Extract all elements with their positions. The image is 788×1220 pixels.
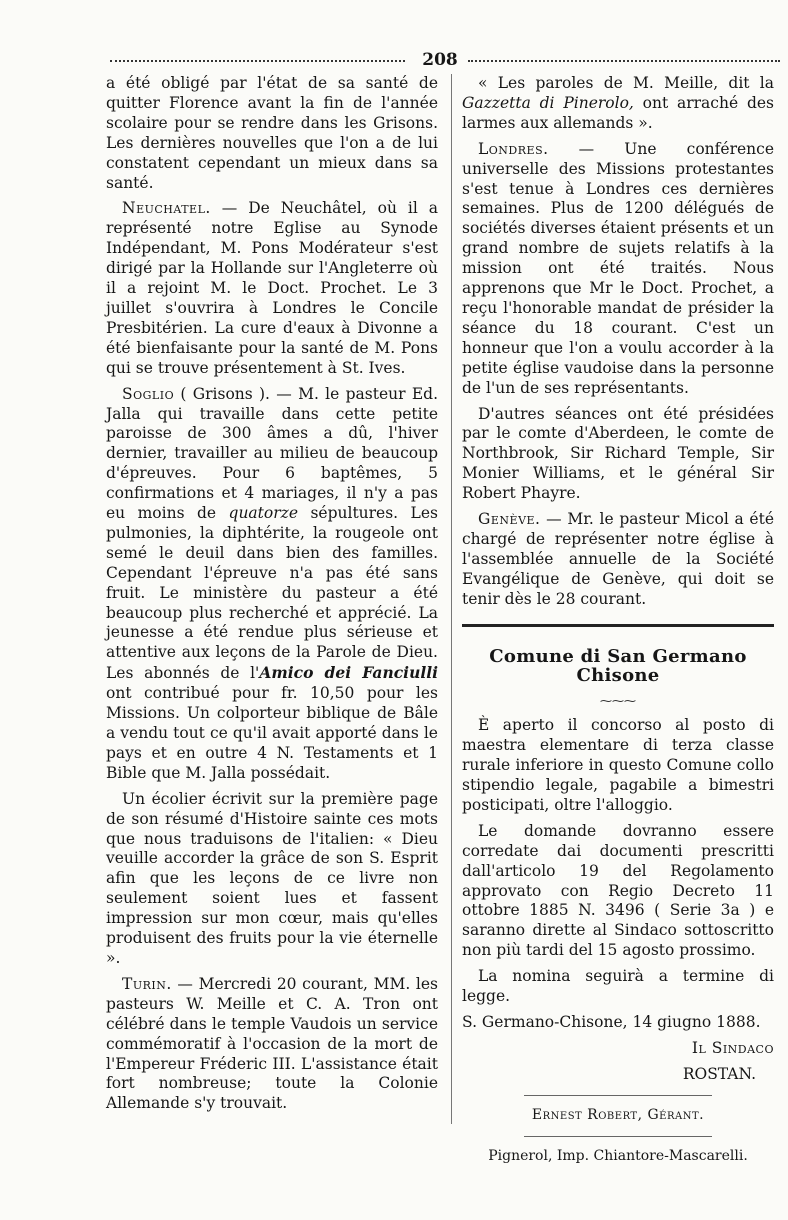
article-ecolier: Un écolier écrivit sur la première page de son résumé d'Histoire sainte ces mots que nous traduisons de l'italien: « Dieu veuille accorder la grâce de son S. Esprit afin que les leçons de ce livre non seulement soient lues et fassent impression sur mon cœur, mais qu'elles produisent des fruits pour la vie éternelle ». bbox=[106, 789, 438, 967]
article-geneve bbox=[462, 510, 774, 610]
article-neuchatel bbox=[106, 199, 438, 378]
gazzetta-title: Gazzetta di Pinerolo, bbox=[462, 93, 634, 112]
notice-title: Comune di San Germano Chisone bbox=[489, 645, 747, 687]
soglio-emphasis: quatorze bbox=[228, 504, 298, 523]
notice-signature: ROSTAN. bbox=[682, 1064, 756, 1083]
geneve-heading: Genève. bbox=[478, 510, 541, 529]
footer-rule-2 bbox=[524, 1136, 711, 1137]
neuchatel-text: — De Neuchâtel, où il a représenté notre Eglise au Synode Indépendant, M. Pons Modérateur s'est dirigé par la Hollande sur l'Angleterre où il a rejoint M. le Doct. Prochet. Le 3 juillet s'ouvrira à Londres le Concile Presbitérien. La cure d'eaux à Divonne a été bienfaisante pour la santé de M. Pons qui se trouve présentement à St. Ives. bbox=[106, 199, 438, 377]
header-rule-right bbox=[468, 60, 780, 62]
soglio-text: ( Grisons ). — M. le pasteur Ed. Jalla qui travaille dans cette petite paroisse de 300 âmes a dû, l'hiver dernier, travailler au milieu de beaucoup d'épreuves. Pour 6 baptêmes, 5 confirmations et 4 mariages, il n'y a pas eu moins de bbox=[106, 384, 438, 523]
londres-heading: Londres. bbox=[478, 139, 549, 158]
column-divider bbox=[451, 74, 452, 1124]
notice-sindaco-title: Il Sindaco bbox=[691, 1038, 774, 1057]
soglio-text-3: ont contribué pour fr. 10,50 pour les Missions. Un colporteur biblique de Bâle a vendu tout ce qu'il avait apporté dans le pays et en outre 4 N. Testaments et 1 Bible que M. Jalla possédait. bbox=[106, 684, 438, 782]
article-turin bbox=[106, 975, 438, 1114]
soglio-text-2: sépultures. Les pulmonies, la diphtérite, la rougeole ont semé le deuil dans bien des familles. Cependant l'épreuve n'a pas été sans fruit. Le ministère du pasteur a été beaucoup plus recherché et apprécié. La jeunesse a été rendue plus sérieuse et attentive aux leçons de la Parole de Dieu. Les abonnés de l' bbox=[106, 504, 438, 683]
notice-place-date: S. Germano-Chisone, 14 giugno 1888. bbox=[462, 1012, 761, 1031]
article-autres-seances: D'autres séances ont été présidées par le comte d'Aberdeen, le comte de Northbrook, Sir Richard Temple, Sir Monier Williams, et le général Sir Robert Phayre. bbox=[462, 404, 774, 503]
article-londres bbox=[462, 140, 774, 399]
meille-quote-b: ont arraché des larmes aux allemands ». bbox=[462, 93, 774, 132]
turin-text: — Mercredi 20 courant, MM. les pasteurs W. Meille et C. A. Tron ont célébré dans le temple Vaudois un service commémoratif à l'occasion de la mort de l'Empereur Fréderic III. L'assistance était fort nombreuse; toute la Colonie Allemande s'y trouvait. bbox=[106, 974, 438, 1113]
turin-heading: Turin. bbox=[122, 974, 172, 993]
article-grisons-continuation: a été obligé par l'état de sa santé de quitter Florence avant la fin de l'année scolaire pour se rendre dans les Grisons. Les dernières nouvelles que l'on a de lui constatent cependant un mieux dans sa santé. bbox=[106, 74, 438, 192]
notice-paragraph-2: Le domande dovranno essere corredate dai documenti prescritti dall'articolo 19 del Regolamento approvato con Regio Decreto 11 ottobre 1885 N. 3496 ( Serie 3a ) e saranno dirette al Sindaco sottoscritto non più tardi del 15 agosto prossimo. bbox=[462, 821, 774, 960]
article-meille-quote bbox=[462, 74, 774, 134]
londres-text: — Une conférence universelle des Missions protestantes s'est tenue à Londres ces dernières semaines. Plus de 1200 délégués de sociétés diverses étaient présents et un grand nombre de sujets relatifs à la mission ont été traités. Nous apprenons que Mr le Doct. Prochet, a reçu l'honorable mandat de présider la séance du 18 courant. C'est un honneur que l'on a voulu accorder à la petite église vaudoise dans la personne de l'un de ses représentants. bbox=[462, 139, 774, 397]
header-rule-left bbox=[110, 60, 405, 62]
gerant-line: Ernest Robert, Gérant. bbox=[531, 1106, 705, 1123]
meille-quote-a: « Les paroles de M. Meille, dit la bbox=[478, 74, 774, 92]
ornament-icon: ⁓⁓⁓ bbox=[600, 694, 636, 709]
footer-rule bbox=[524, 1095, 711, 1096]
notice-paragraph-3: La nomina seguirà a termine di legge. bbox=[462, 967, 774, 1006]
left-column bbox=[106, 74, 438, 1120]
right-column bbox=[462, 74, 774, 1173]
printer-imprint: Pignerol, Imp. Chiantore-Mascarelli. bbox=[488, 1147, 748, 1164]
amico-dei-fanciulli-title: Amico dei Fanciulli bbox=[259, 663, 439, 683]
article-soglio bbox=[106, 385, 438, 784]
notice-paragraph-1: È aperto il concorso al posto di maestra elementare di terza classe rurale inferiore in questo Comune collo stipendio legale, pagabile a bimestri posticipati, oltre l'alloggio. bbox=[462, 716, 774, 814]
section-rule bbox=[462, 624, 774, 627]
neuchatel-heading: Neuchatel. bbox=[122, 199, 211, 218]
page-number: 208 bbox=[422, 50, 458, 70]
soglio-heading: Soglio bbox=[122, 384, 175, 403]
page-header bbox=[110, 50, 782, 70]
geneve-text: — Mr. le pasteur Micol a été chargé de représenter notre église à l'assemblée annuelle de la Société Evangélique de Genève, qui doit se tenir dès le 28 courant. bbox=[462, 510, 774, 608]
